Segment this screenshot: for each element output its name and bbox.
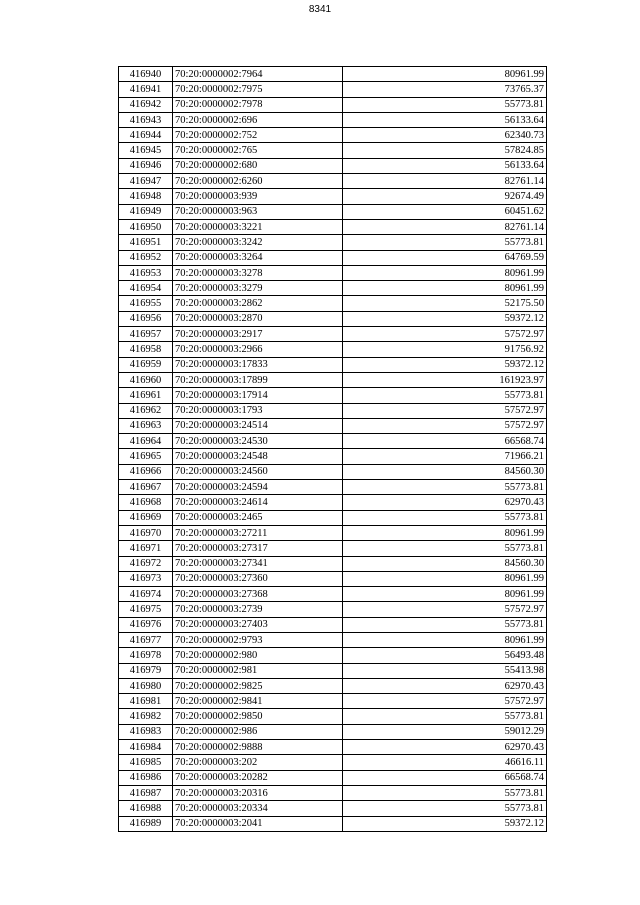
cadastral-number-cell: 70:20:0000003:24614	[173, 495, 343, 510]
value-cell: 52175.50	[343, 296, 547, 311]
table-row	[119, 67, 547, 82]
value-cell: 56493.48	[343, 648, 547, 663]
table-row	[119, 587, 547, 602]
table-row	[119, 418, 547, 433]
row-number-cell: 416978	[119, 648, 173, 663]
table-row	[119, 372, 547, 387]
table-row	[119, 663, 547, 678]
table-row	[119, 189, 547, 204]
cadastral-number-cell: 70:20:0000003:939	[173, 189, 343, 204]
row-number-cell: 416950	[119, 219, 173, 234]
table-row	[119, 541, 547, 556]
table-row	[119, 204, 547, 219]
table-row	[119, 510, 547, 525]
row-number-cell: 416952	[119, 250, 173, 265]
value-cell: 46616.11	[343, 755, 547, 770]
value-cell: 59012.29	[343, 724, 547, 739]
row-number-cell: 416987	[119, 785, 173, 800]
table-row	[119, 97, 547, 112]
value-cell: 64769.59	[343, 250, 547, 265]
table-row	[119, 464, 547, 479]
cadastral-number-cell: 70:20:0000003:2862	[173, 296, 343, 311]
value-cell: 80961.99	[343, 265, 547, 280]
row-number-cell: 416957	[119, 327, 173, 342]
row-number-cell: 416972	[119, 556, 173, 571]
cadastral-number-cell: 70:20:0000003:20316	[173, 785, 343, 800]
cadastral-number-cell: 70:20:0000003:27368	[173, 587, 343, 602]
row-number-cell: 416948	[119, 189, 173, 204]
table-row	[119, 770, 547, 785]
row-number-cell: 416980	[119, 678, 173, 693]
value-cell: 57572.97	[343, 418, 547, 433]
value-cell: 80961.99	[343, 67, 547, 82]
table-row	[119, 265, 547, 280]
cadastral-number-cell: 70:20:0000003:3279	[173, 281, 343, 296]
cadastral-number-cell: 70:20:0000003:2917	[173, 327, 343, 342]
cadastral-number-cell: 70:20:0000003:24548	[173, 449, 343, 464]
value-cell: 55773.81	[343, 617, 547, 632]
cadastral-number-cell: 70:20:0000002:981	[173, 663, 343, 678]
cadastral-number-cell: 70:20:0000002:9850	[173, 709, 343, 724]
value-cell: 55773.81	[343, 801, 547, 816]
row-number-cell: 416970	[119, 525, 173, 540]
cadastral-number-cell: 70:20:0000002:9825	[173, 678, 343, 693]
row-number-cell: 416973	[119, 571, 173, 586]
table-row	[119, 449, 547, 464]
value-cell: 55773.81	[343, 235, 547, 250]
row-number-cell: 416976	[119, 617, 173, 632]
table-row	[119, 617, 547, 632]
table-row	[119, 724, 547, 739]
row-number-cell: 416943	[119, 112, 173, 127]
table-row	[119, 327, 547, 342]
table-row	[119, 174, 547, 189]
value-cell: 56133.64	[343, 158, 547, 173]
cadastral-number-cell: 70:20:0000002:9841	[173, 694, 343, 709]
value-cell: 55773.81	[343, 541, 547, 556]
row-number-cell: 416988	[119, 801, 173, 816]
row-number-cell: 416963	[119, 418, 173, 433]
row-number-cell: 416977	[119, 632, 173, 647]
row-number-cell: 416956	[119, 311, 173, 326]
row-number-cell: 416959	[119, 357, 173, 372]
table-row	[119, 434, 547, 449]
cadastral-number-cell: 70:20:0000002:7975	[173, 82, 343, 97]
table-row	[119, 403, 547, 418]
table-row	[119, 342, 547, 357]
row-number-cell: 416967	[119, 480, 173, 495]
value-cell: 57824.85	[343, 143, 547, 158]
row-number-cell: 416985	[119, 755, 173, 770]
cadastral-number-cell: 70:20:0000003:2870	[173, 311, 343, 326]
value-cell: 59372.12	[343, 816, 547, 831]
cadastral-number-cell: 70:20:0000002:7978	[173, 97, 343, 112]
value-cell: 55773.81	[343, 709, 547, 724]
cadastral-number-cell: 70:20:0000003:27360	[173, 571, 343, 586]
cadastral-number-cell: 70:20:0000003:17899	[173, 372, 343, 387]
row-number-cell: 416961	[119, 388, 173, 403]
table-row	[119, 755, 547, 770]
cadastral-number-cell: 70:20:0000003:3278	[173, 265, 343, 280]
row-number-cell: 416958	[119, 342, 173, 357]
value-cell: 59372.12	[343, 311, 547, 326]
row-number-cell: 416971	[119, 541, 173, 556]
cadastral-number-cell: 70:20:0000003:963	[173, 204, 343, 219]
cadastral-number-cell: 70:20:0000003:1793	[173, 403, 343, 418]
cadastral-number-cell: 70:20:0000002:9793	[173, 632, 343, 647]
value-cell: 62970.43	[343, 740, 547, 755]
value-cell: 66568.74	[343, 770, 547, 785]
row-number-cell: 416966	[119, 464, 173, 479]
value-cell: 91756.92	[343, 342, 547, 357]
value-cell: 82761.14	[343, 174, 547, 189]
cadastral-number-cell: 70:20:0000003:2041	[173, 816, 343, 831]
cadastral-number-cell: 70:20:0000003:3264	[173, 250, 343, 265]
value-cell: 62970.43	[343, 678, 547, 693]
table-row	[119, 296, 547, 311]
cadastral-number-cell: 70:20:0000003:2465	[173, 510, 343, 525]
table-row	[119, 112, 547, 127]
value-cell: 80961.99	[343, 587, 547, 602]
table-row	[119, 678, 547, 693]
cadastral-number-cell: 70:20:0000003:3221	[173, 219, 343, 234]
cadastral-number-cell: 70:20:0000003:2739	[173, 602, 343, 617]
table-row	[119, 143, 547, 158]
row-number-cell: 416942	[119, 97, 173, 112]
row-number-cell: 416962	[119, 403, 173, 418]
table-row	[119, 785, 547, 800]
row-number-cell: 416982	[119, 709, 173, 724]
cadastral-number-cell: 70:20:0000002:980	[173, 648, 343, 663]
cadastral-number-cell: 70:20:0000003:3242	[173, 235, 343, 250]
cadastral-number-cell: 70:20:0000002:696	[173, 112, 343, 127]
row-number-cell: 416941	[119, 82, 173, 97]
row-number-cell: 416949	[119, 204, 173, 219]
cadastral-number-cell: 70:20:0000003:202	[173, 755, 343, 770]
cadastral-number-cell: 70:20:0000002:752	[173, 128, 343, 143]
row-number-cell: 416974	[119, 587, 173, 602]
cadastral-number-cell: 70:20:0000002:765	[173, 143, 343, 158]
table-row	[119, 801, 547, 816]
row-number-cell: 416951	[119, 235, 173, 250]
table-row	[119, 82, 547, 97]
cadastral-number-cell: 70:20:0000003:27341	[173, 556, 343, 571]
table-row	[119, 357, 547, 372]
table-row	[119, 648, 547, 663]
value-cell: 55773.81	[343, 388, 547, 403]
table-row	[119, 388, 547, 403]
cadastral-number-cell: 70:20:0000003:17914	[173, 388, 343, 403]
value-cell: 80961.99	[343, 281, 547, 296]
row-number-cell: 416975	[119, 602, 173, 617]
table-row	[119, 495, 547, 510]
table-body	[119, 67, 547, 832]
cadastral-number-cell: 70:20:0000003:27317	[173, 541, 343, 556]
table-row	[119, 311, 547, 326]
table-row	[119, 128, 547, 143]
cadastral-number-cell: 70:20:0000003:24514	[173, 418, 343, 433]
row-number-cell: 416953	[119, 265, 173, 280]
cadastral-number-cell: 70:20:0000002:7964	[173, 67, 343, 82]
row-number-cell: 416955	[119, 296, 173, 311]
table-row	[119, 632, 547, 647]
value-cell: 62970.43	[343, 495, 547, 510]
cadastral-number-cell: 70:20:0000002:6260	[173, 174, 343, 189]
cadastral-number-cell: 70:20:0000003:27403	[173, 617, 343, 632]
row-number-cell: 416969	[119, 510, 173, 525]
cadastral-number-cell: 70:20:0000003:17833	[173, 357, 343, 372]
table-row	[119, 556, 547, 571]
row-number-cell: 416984	[119, 740, 173, 755]
row-number-cell: 416960	[119, 372, 173, 387]
table-row	[119, 694, 547, 709]
value-cell: 57572.97	[343, 327, 547, 342]
cadastral-number-cell: 70:20:0000003:24594	[173, 480, 343, 495]
row-number-cell: 416983	[119, 724, 173, 739]
row-number-cell: 416945	[119, 143, 173, 158]
table-row	[119, 158, 547, 173]
table-row	[119, 816, 547, 831]
value-cell: 161923.97	[343, 372, 547, 387]
value-cell: 73765.37	[343, 82, 547, 97]
table-row	[119, 219, 547, 234]
table-row	[119, 709, 547, 724]
value-cell: 71966.21	[343, 449, 547, 464]
value-cell: 56133.64	[343, 112, 547, 127]
value-cell: 57572.97	[343, 403, 547, 418]
row-number-cell: 416946	[119, 158, 173, 173]
cadastral-number-cell: 70:20:0000003:20282	[173, 770, 343, 785]
value-cell: 57572.97	[343, 602, 547, 617]
row-number-cell: 416965	[119, 449, 173, 464]
row-number-cell: 416944	[119, 128, 173, 143]
value-cell: 57572.97	[343, 694, 547, 709]
cadastral-number-cell: 70:20:0000002:680	[173, 158, 343, 173]
row-number-cell: 416940	[119, 67, 173, 82]
row-number-cell: 416964	[119, 434, 173, 449]
table-row	[119, 740, 547, 755]
row-number-cell: 416954	[119, 281, 173, 296]
value-cell: 80961.99	[343, 525, 547, 540]
value-cell: 80961.99	[343, 571, 547, 586]
row-number-cell: 416947	[119, 174, 173, 189]
row-number-cell: 416979	[119, 663, 173, 678]
value-cell: 55773.81	[343, 480, 547, 495]
value-cell: 62340.73	[343, 128, 547, 143]
cadastral-number-cell: 70:20:0000003:2966	[173, 342, 343, 357]
value-cell: 80961.99	[343, 632, 547, 647]
table-row	[119, 281, 547, 296]
value-cell: 55773.81	[343, 785, 547, 800]
cadastral-value-table	[118, 66, 547, 832]
table-row	[119, 235, 547, 250]
table-row	[119, 602, 547, 617]
cadastral-number-cell: 70:20:0000003:24530	[173, 434, 343, 449]
cadastral-number-cell: 70:20:0000003:24560	[173, 464, 343, 479]
value-cell: 82761.14	[343, 219, 547, 234]
row-number-cell: 416968	[119, 495, 173, 510]
cadastral-number-cell: 70:20:0000003:27211	[173, 525, 343, 540]
cadastral-number-cell: 70:20:0000002:9888	[173, 740, 343, 755]
value-cell: 59372.12	[343, 357, 547, 372]
value-cell: 55773.81	[343, 97, 547, 112]
table-row	[119, 571, 547, 586]
page-number: 8341	[308, 4, 332, 15]
table-row	[119, 250, 547, 265]
row-number-cell: 416986	[119, 770, 173, 785]
value-cell: 66568.74	[343, 434, 547, 449]
row-number-cell: 416989	[119, 816, 173, 831]
table-row	[119, 480, 547, 495]
value-cell: 55773.81	[343, 510, 547, 525]
table-row	[119, 525, 547, 540]
value-cell: 84560.30	[343, 464, 547, 479]
value-cell: 55413.98	[343, 663, 547, 678]
value-cell: 60451.62	[343, 204, 547, 219]
row-number-cell: 416981	[119, 694, 173, 709]
cadastral-number-cell: 70:20:0000002:986	[173, 724, 343, 739]
value-cell: 84560.30	[343, 556, 547, 571]
cadastral-number-cell: 70:20:0000003:20334	[173, 801, 343, 816]
value-cell: 92674.49	[343, 189, 547, 204]
